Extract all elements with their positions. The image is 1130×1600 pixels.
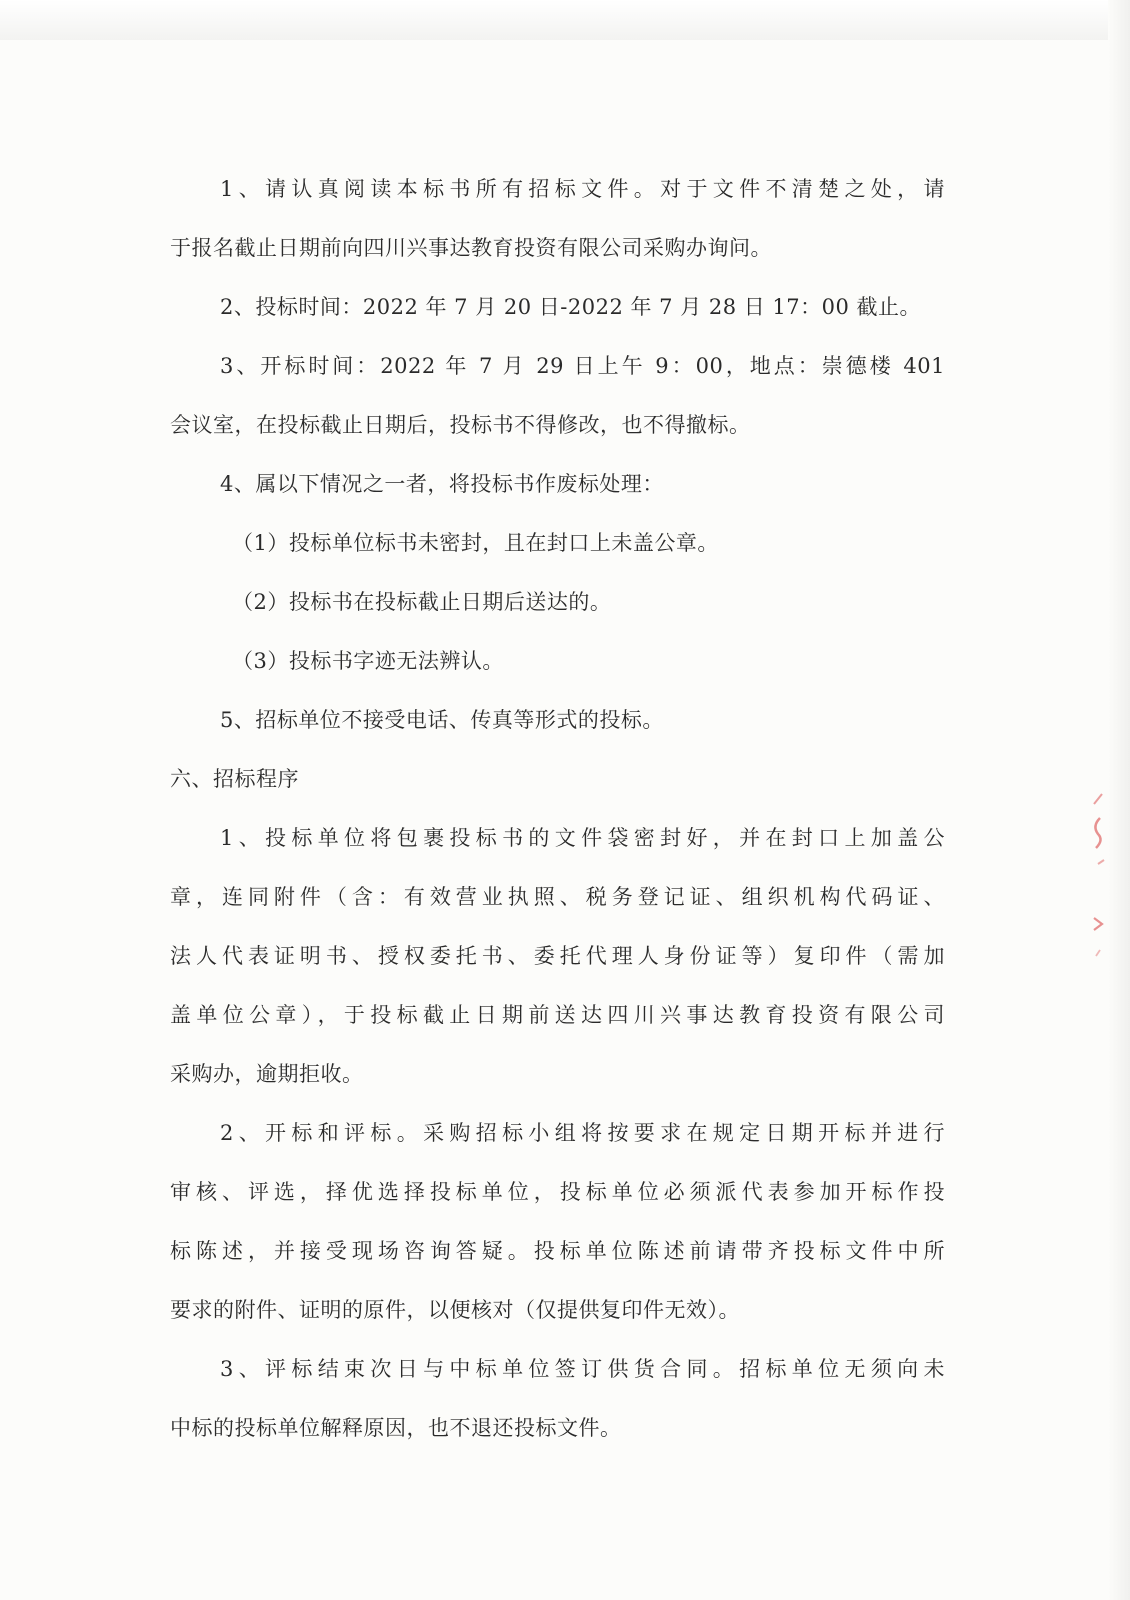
procedure-3-line-1: 3、评标结束次日与中标单位签订供货合同。招标单位无须向未 xyxy=(220,1357,945,1381)
procedure-1-line-3: 法人代表证明书、授权委托书、委托代理人身份证等）复印件（需加 xyxy=(170,944,945,968)
procedure-2-line-4: 要求的附件、证明的原件，以便核对（仅提供复印件无效）。 xyxy=(170,1298,740,1322)
paragraph-4-item-2: （2）投标书在投标截止日期后送达的。 xyxy=(232,590,612,614)
scan-right-shadow xyxy=(1108,0,1130,1600)
seal-stamp-fragment-icon xyxy=(1084,790,1106,980)
document-body xyxy=(170,160,945,1458)
paragraph-5: 5、招标单位不接受电话、传真等形式的投标。 xyxy=(220,708,664,732)
paragraph-4: 4、属以下情况之一者，将投标书作废标处理： xyxy=(220,472,664,496)
paragraph-4-item-1: （1）投标单位标书未密封，且在封口上未盖公章。 xyxy=(232,531,719,555)
procedure-1-line-1: 1、投标单位将包裹投标书的文件袋密封好，并在封口上加盖公 xyxy=(220,826,945,850)
procedure-2-line-3: 标陈述，并接受现场咨询答疑。投标单位陈述前请带齐投标文件中所 xyxy=(170,1239,945,1263)
section-heading-6: 六、招标程序 xyxy=(170,767,299,791)
paragraph-1-line-1: 1、请认真阅读本标书所有招标文件。对于文件不清楚之处，请 xyxy=(220,177,945,201)
procedure-3-line-2: 中标的投标单位解释原因，也不退还投标文件。 xyxy=(170,1416,622,1440)
paragraph-3-line-2: 会议室，在投标截止日期后，投标书不得修改，也不得撤标。 xyxy=(170,413,751,437)
procedure-2-line-1: 2、开标和评标。采购招标小组将按要求在规定日期开标并进行 xyxy=(220,1121,945,1145)
paragraph-4-item-3: （3）投标书字迹无法辨认。 xyxy=(232,649,504,673)
paragraph-3-line-1: 3、开标时间：2022 年 7 月 29 日上午 9：00，地点：崇德楼 401 xyxy=(220,354,945,378)
seal-stamp-fragment xyxy=(1084,790,1106,980)
procedure-1-line-5: 采购办，逾期拒收。 xyxy=(170,1062,364,1086)
scan-top-shadow xyxy=(0,0,1130,40)
procedure-2-line-2: 审核、评选，择优选择投标单位，投标单位必须派代表参加开标作投 xyxy=(170,1180,945,1204)
procedure-1-line-4: 盖单位公章），于投标截止日期前送达四川兴事达教育投资有限公司 xyxy=(170,1003,945,1027)
paragraph-2: 2、投标时间：2022 年 7 月 20 日-2022 年 7 月 28 日 17：00 截止。 xyxy=(220,295,922,319)
procedure-1-line-2: 章，连同附件（含：有效营业执照、税务登记证、组织机构代码证、 xyxy=(170,885,945,909)
paragraph-1-line-2: 于报名截止日期前向四川兴事达教育投资有限公司采购办询问。 xyxy=(170,236,772,260)
